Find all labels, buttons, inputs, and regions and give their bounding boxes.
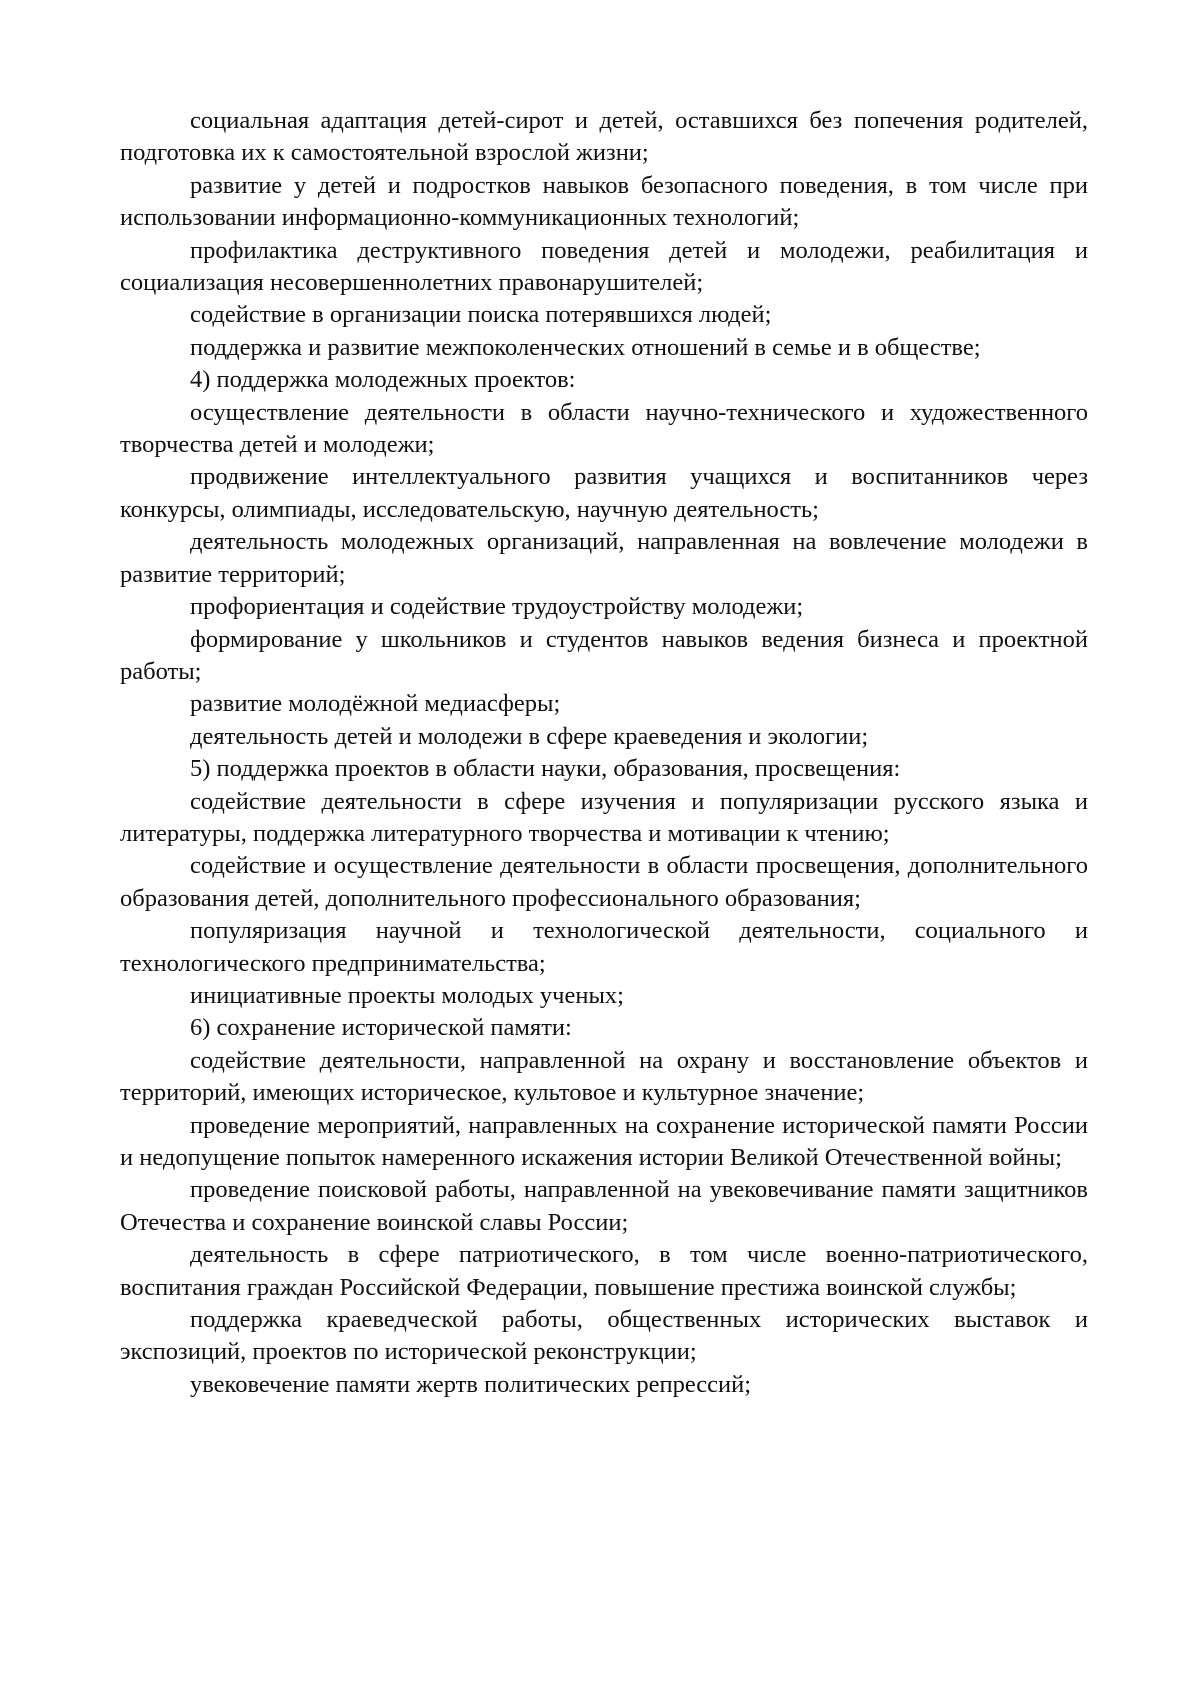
paragraph-historical-memory-events: проведение мероприятий, направленных на сохранение исторической памяти России и недопущение попыток намеренного искажения истории Великой Отечественной войны; <box>120 1111 1088 1171</box>
paragraph-young-scientists: инициативные проекты молодых ученых; <box>190 981 624 1009</box>
paragraph-technical-creativity: осуществление деятельности в области научно-технического и художественного творчества детей и молодежи; <box>120 398 1088 459</box>
section-heading-youth-projects: 4) поддержка молодежных проектов: <box>190 366 576 394</box>
paragraph-search-work: проведение поисковой работы, направленной на увековечивание памяти защитников Отечества и сохранение воинской славы России; <box>120 1176 1088 1236</box>
paragraph-media-sphere: развитие молодёжной медиасферы; <box>190 690 561 718</box>
paragraph-prevention: профилактика деструктивного поведения детей и молодежи, реабилитация и социализация несовершеннолетних правонарушителей; <box>120 236 1088 297</box>
paragraph-patriotic-education: деятельность в сфере патриотического, в том числе военно-патриотического, воспитания граждан Российской Федерации, повышение престижа воинской службы; <box>120 1241 1088 1301</box>
paragraph-science-popularization: популяризация научной и технологической деятельности, социального и технологического предпринимательства; <box>120 917 1088 977</box>
paragraph-search-missing: содействие в организации поиска потерявшихся людей; <box>190 301 772 329</box>
paragraph-local-history-ecology: деятельность детей и молодежи в сфере краеведения и экологии; <box>190 722 869 750</box>
paragraph-education: содействие и осуществление деятельности в области просвещения, дополнительного образования детей, дополнительного профессионального образования; <box>120 852 1088 912</box>
section-heading-historical-memory: 6) сохранение исторической памяти: <box>190 1014 572 1042</box>
paragraph-intergenerational: поддержка и развитие межпоколенческих отношений в семье и в обществе; <box>190 333 981 361</box>
paragraph-intellectual-development: продвижение интеллектуального развития учащихся и воспитанников через конкурсы, олимпиады, исследовательскую, научную деятельность; <box>120 463 1088 523</box>
document-body <box>120 105 1088 1401</box>
paragraph-russian-language: содействие деятельности в сфере изучения и популяризации русского языка и литературы, поддержка литературного творчества и мотивации к чтению; <box>120 787 1088 847</box>
paragraph-social-adaptation: социальная адаптация детей-сирот и детей, оставшихся без попечения родителей, подготовка их к самостоятельной взрослой жизни; <box>120 107 1088 167</box>
paragraph-business-skills: формирование у школьников и студентов навыков ведения бизнеса и проектной работы; <box>120 625 1088 685</box>
paragraph-youth-organizations: деятельность молодежных организаций, направленная на вовлечение молодежи в развитие территорий; <box>120 528 1088 588</box>
paragraph-career-guidance: профориентация и содействие трудоустройству молодежи; <box>190 593 804 621</box>
section-heading-science-education: 5) поддержка проектов в области науки, образования, просвещения: <box>190 755 901 783</box>
paragraph-local-history-exhibitions: поддержка краеведческой работы, общественных исторических выставок и экспозиций, проектов по исторической реконструкции; <box>120 1306 1088 1366</box>
paragraph-repression-victims: увековечение памяти жертв политических репрессий; <box>190 1370 752 1398</box>
paragraph-heritage-protection: содействие деятельности, направленной на охрану и восстановление объектов и территорий, имеющих историческое, культовое и культурное значение; <box>120 1046 1088 1107</box>
paragraph-safe-behavior: развитие у детей и подростков навыков безопасного поведения, в том числе при использовании информационно-коммуникационных технологий; <box>120 171 1088 232</box>
